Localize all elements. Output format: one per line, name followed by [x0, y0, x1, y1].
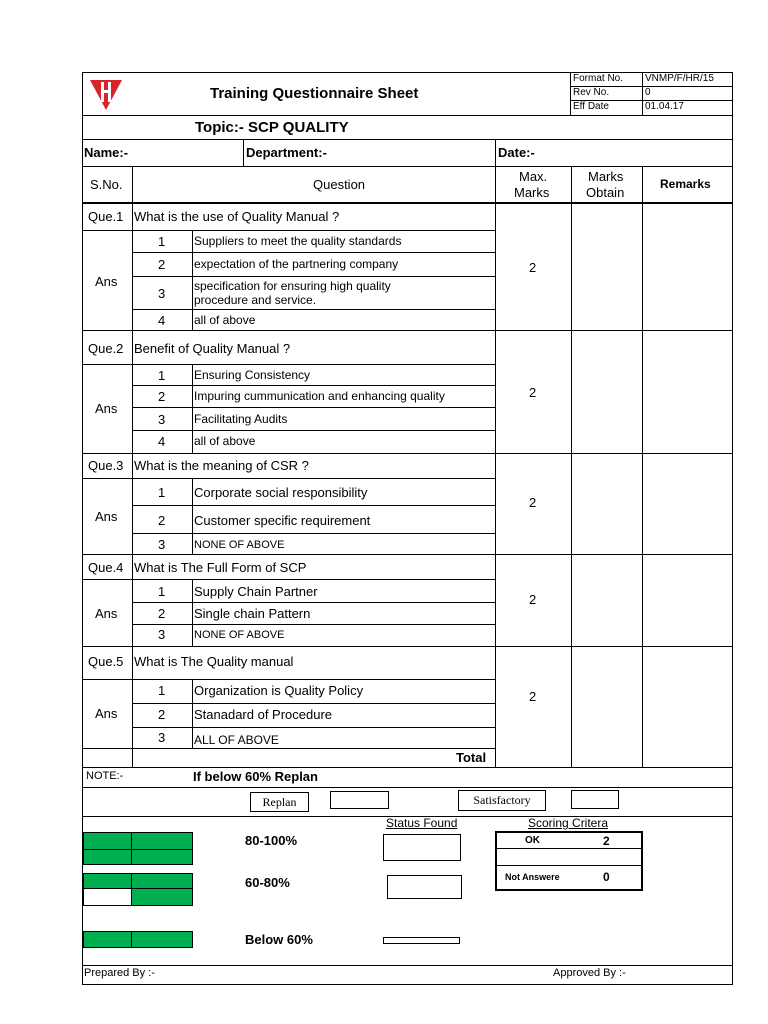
eff-date-label: Eff Date — [573, 101, 609, 112]
green-cell — [83, 849, 132, 865]
replan-label: Replan — [262, 795, 297, 809]
option-text: NONE OF ABOVE — [194, 629, 285, 641]
date-label: Date:- — [498, 145, 535, 160]
topic-heading: Topic:- SCP QUALITY — [195, 119, 349, 136]
option-text: Impuring cummunication and enhancing quality — [194, 389, 445, 403]
scoring-table — [495, 831, 643, 891]
option-text: ALL OF ABOVE — [194, 733, 279, 747]
option-text-line2: procedure and service. — [194, 293, 317, 307]
option-number: 2 — [158, 513, 166, 528]
option-text: Ensuring Consistency — [194, 368, 311, 382]
option-number: 1 — [158, 234, 166, 249]
option-number: 4 — [158, 434, 166, 449]
answer-label: Ans — [95, 606, 118, 621]
option-number: 3 — [158, 730, 166, 745]
satisfactory-label: Satisfactory — [473, 793, 531, 807]
col-question: Question — [313, 177, 366, 192]
green-cell — [83, 832, 132, 850]
question-text: What is The Full Form of SCP — [134, 560, 307, 575]
col-max-2: Marks — [514, 185, 550, 200]
option-number: 1 — [158, 683, 166, 698]
green-cell — [131, 931, 193, 948]
question-number: Que.4 — [88, 560, 124, 575]
option-text: Organization is Quality Policy — [194, 683, 364, 698]
range-80-100: 80-100% — [245, 833, 298, 848]
green-cell — [131, 849, 193, 865]
answer-label: Ans — [95, 274, 118, 289]
option-number: 3 — [158, 286, 166, 301]
max-marks-value: 2 — [529, 385, 537, 400]
option-text: NONE OF ABOVE — [194, 539, 285, 551]
question-text: What is the use of Quality Manual ? — [134, 209, 340, 224]
prepared-by: Prepared By :- — [84, 967, 155, 979]
question-number: Que.2 — [88, 341, 124, 356]
format-no-value: VNMP/F/HR/15 — [645, 73, 714, 84]
satisfactory-checkbox[interactable] — [571, 790, 619, 809]
document-title: Training Questionnaire Sheet — [210, 85, 419, 102]
status-found-label: Status Found — [386, 816, 458, 830]
score-ok-value: 2 — [603, 834, 610, 848]
option-number: 3 — [158, 627, 166, 642]
rev-no-label: Rev No. — [573, 87, 610, 98]
option-number: 4 — [158, 313, 166, 328]
scoring-criteria-label: Scoring Critera — [528, 816, 609, 830]
eff-date-value: 01.04.17 — [645, 101, 684, 112]
option-text: all of above — [194, 313, 256, 327]
option-text: expectation of the partnering company — [194, 257, 399, 271]
format-no-label: Format No. — [573, 73, 624, 84]
option-text: Facilitating Audits — [194, 412, 288, 426]
answer-label: Ans — [95, 706, 118, 721]
col-max-1: Max. — [519, 169, 548, 184]
max-marks-value: 2 — [529, 592, 537, 607]
status-box-60-80[interactable] — [387, 875, 462, 899]
range-below-60: Below 60% — [245, 932, 313, 947]
col-obtain-1: Marks — [588, 169, 624, 184]
option-number: 1 — [158, 368, 166, 383]
option-number: 1 — [158, 584, 166, 599]
option-text: Single chain Pattern — [194, 606, 311, 621]
green-cell — [83, 931, 132, 948]
total-label: Total — [456, 750, 487, 765]
company-logo — [88, 76, 124, 112]
question-text: What is The Quality manual — [134, 654, 294, 669]
answer-label: Ans — [95, 509, 118, 524]
satisfactory-button[interactable] — [458, 790, 546, 811]
green-cell — [131, 873, 193, 889]
rev-no-value: 0 — [645, 87, 651, 98]
question-text: What is the meaning of CSR ? — [134, 458, 309, 473]
status-box-80-100[interactable] — [383, 834, 461, 861]
green-cell — [131, 832, 193, 850]
col-sno: S.No. — [90, 177, 123, 192]
col-obtain-2: Obtain — [586, 185, 625, 200]
option-number: 1 — [158, 485, 166, 500]
score-na-value: 0 — [603, 870, 610, 884]
name-label: Name:- — [84, 145, 129, 160]
col-remarks: Remarks — [660, 177, 711, 191]
option-text: all of above — [194, 434, 256, 448]
green-cell — [83, 873, 132, 889]
max-marks-value: 2 — [529, 260, 537, 275]
option-text: Corporate social responsibility — [194, 485, 368, 500]
option-number: 3 — [158, 412, 166, 427]
option-number: 2 — [158, 389, 166, 404]
question-number: Que.3 — [88, 458, 124, 473]
answer-label: Ans — [95, 401, 118, 416]
note-text: If below 60% Replan — [193, 769, 318, 784]
approved-by: Approved By :- — [553, 967, 626, 979]
question-text: Benefit of Quality Manual ? — [134, 341, 291, 356]
range-60-80: 60-80% — [245, 875, 290, 890]
department-label: Department:- — [246, 145, 327, 160]
max-marks-value: 2 — [529, 495, 537, 510]
green-cell — [131, 888, 193, 906]
option-text: Stanadard of Procedure — [194, 707, 333, 722]
max-marks-value: 2 — [529, 689, 537, 704]
question-number: Que.1 — [88, 209, 124, 224]
option-number: 2 — [158, 257, 166, 272]
score-ok-label: OK — [525, 835, 540, 846]
replan-checkbox[interactable] — [330, 791, 389, 809]
replan-button[interactable] — [250, 792, 309, 812]
option-number: 2 — [158, 707, 166, 722]
score-na-label: Not Answere — [505, 872, 560, 882]
empty-cell — [83, 888, 132, 906]
option-text: Suppliers to meet the quality standards — [194, 234, 402, 248]
option-text: Supply Chain Partner — [194, 584, 318, 599]
option-text: specification for ensuring high quality — [194, 279, 391, 293]
note-label: NOTE:- — [86, 770, 124, 782]
status-box-below-60[interactable] — [383, 937, 460, 944]
option-number: 3 — [158, 537, 166, 552]
option-text: Customer specific requirement — [194, 513, 371, 528]
question-number: Que.5 — [88, 654, 124, 669]
option-number: 2 — [158, 606, 166, 621]
